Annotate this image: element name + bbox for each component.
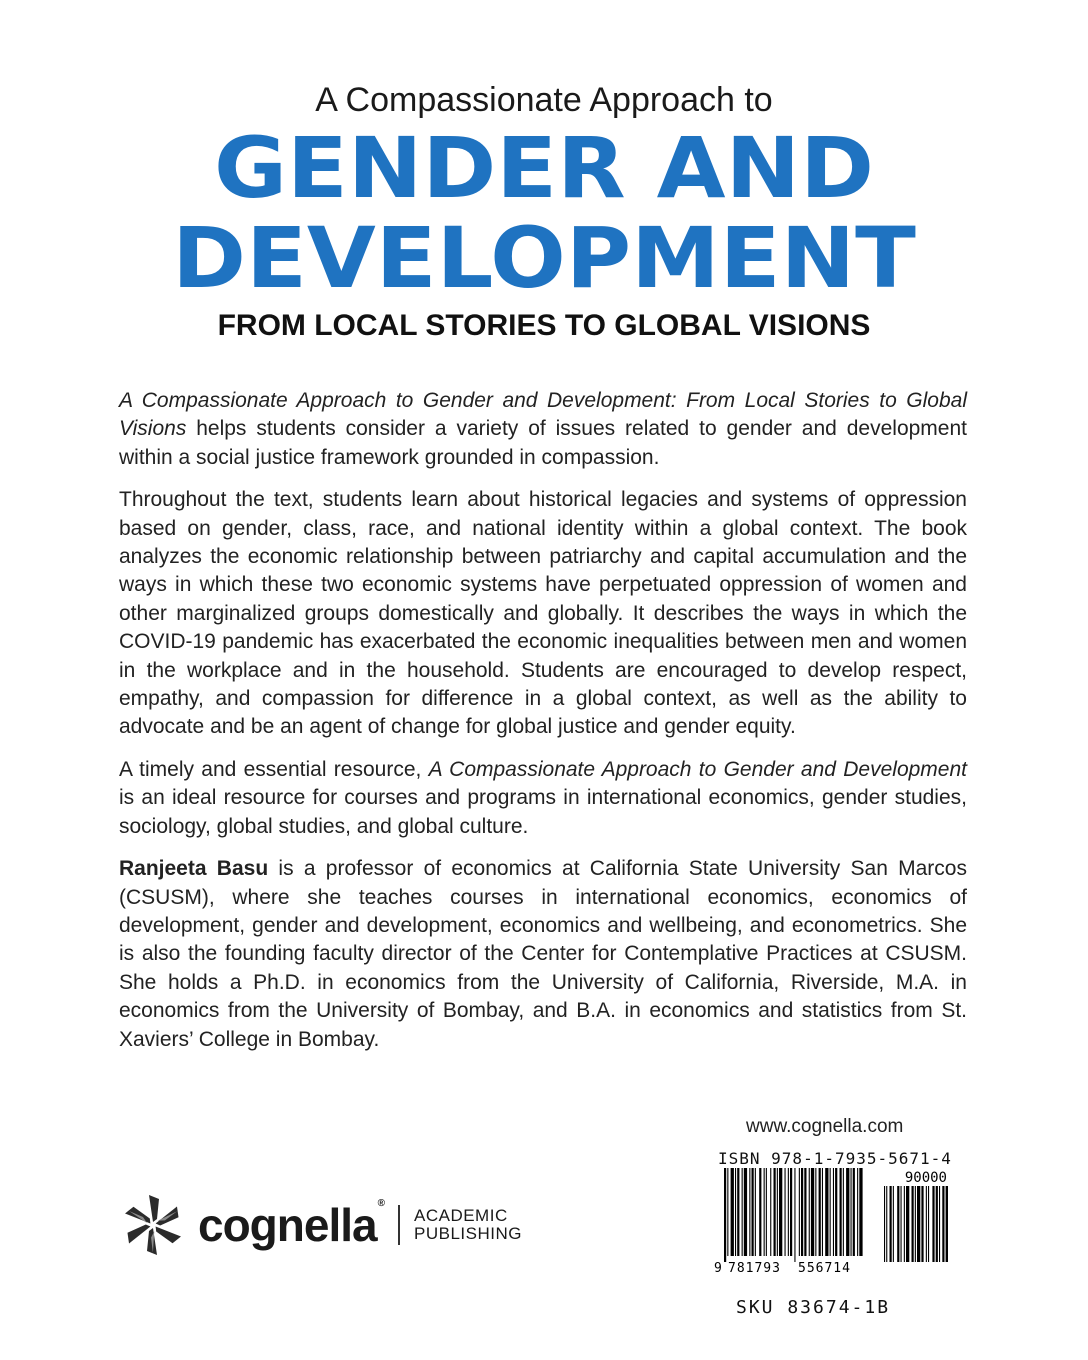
barcode-bar (825, 1168, 828, 1256)
logo-divider (398, 1205, 400, 1245)
sku-label: SKU 83674-1B (736, 1297, 891, 1318)
barcode-bar (857, 1168, 858, 1256)
addon-bar (906, 1186, 909, 1262)
barcode (714, 1168, 948, 1274)
barcode-bar (749, 1168, 750, 1256)
barcode-bar (804, 1168, 806, 1256)
barcode-bar (843, 1168, 844, 1256)
addon-bar (915, 1186, 916, 1262)
addon-bar (904, 1186, 905, 1262)
barcode-bar (819, 1168, 821, 1256)
barcode-bar (846, 1168, 849, 1256)
barcode-bar (742, 1168, 743, 1256)
barcode-bar (788, 1168, 789, 1256)
cover-header (0, 78, 1088, 344)
barcode-bar (779, 1168, 782, 1256)
barcode-bar (737, 1168, 739, 1256)
barcode-bar (770, 1168, 771, 1256)
barcode-bar (752, 1168, 754, 1256)
addon-bar (912, 1186, 914, 1262)
barcode-first-digit: 9 (714, 1261, 722, 1274)
book-title-italic: A Compassionate Approach to Gender and Development (428, 757, 967, 781)
blurb-text: A timely and essential resource, (119, 757, 429, 781)
addon-bar (939, 1186, 940, 1262)
blurb-text: is an ideal resource for courses and programs in international economics, gender studies, sociology, global studies, and global culture. (119, 786, 967, 838)
isbn-label: ISBN 978-1-7935-5671-4 (718, 1149, 952, 1168)
barcode-bar (744, 1168, 747, 1256)
barcode-bar (811, 1168, 814, 1256)
barcode-bar (822, 1168, 823, 1256)
addon-bar (926, 1186, 927, 1262)
blurb-paragraph-1 (119, 387, 967, 472)
barcode-right-digits: 556714 (798, 1261, 851, 1274)
addon-bar (932, 1186, 934, 1262)
addon-bar (890, 1186, 892, 1262)
addon-bar (893, 1186, 894, 1262)
barcode-bar (809, 1168, 810, 1256)
blurb (119, 387, 967, 1068)
barcode-bar (815, 1168, 816, 1256)
barcode-bar (859, 1168, 862, 1256)
barcode-bar (774, 1168, 776, 1256)
barcode-bar (766, 1168, 767, 1256)
title-line-1: GENDER AND (213, 119, 875, 217)
registered-mark: ® (377, 1198, 384, 1209)
addon-bar (946, 1186, 948, 1262)
barcode-bar (840, 1168, 842, 1256)
barcode-bar (794, 1168, 795, 1262)
price-code: 90000 (904, 1170, 947, 1186)
publisher-wordmark (198, 1198, 384, 1252)
addon-bar (884, 1186, 885, 1262)
publisher-name: cognella (198, 1199, 377, 1251)
tagline: FROM LOCAL STORIES TO GLOBAL VISIONS (217, 309, 871, 342)
barcode-bar (790, 1168, 792, 1256)
addon-bar (936, 1186, 938, 1262)
barcode-bar (764, 1168, 765, 1256)
barcode-bar (785, 1168, 786, 1256)
author-name: Ranjeeta Basu (119, 857, 269, 881)
publisher-logo (118, 1190, 522, 1260)
addon-bar (886, 1186, 887, 1262)
barcode-bar (830, 1168, 831, 1256)
author-bio (119, 855, 967, 1054)
barcode-bar (759, 1168, 761, 1256)
barcode-bar (851, 1168, 852, 1256)
barcode-bar (801, 1168, 803, 1256)
publisher-url: www.cognella.com (746, 1116, 904, 1137)
publisher-sub-line-2: PUBLISHING (413, 1224, 522, 1243)
book-title-italic: A Compassionate Approach to Gender and Development: From Local Stories to Global Visions (119, 389, 967, 441)
barcode-bar (833, 1168, 834, 1256)
barcode-bar (731, 1168, 734, 1256)
barcode-bar (777, 1168, 778, 1256)
blurb-text: helps students consider a variety of issues related to gender and development within a social justice framework grounded in compassion. (119, 417, 967, 469)
addon-bar (921, 1186, 923, 1262)
addon-bar (917, 1186, 920, 1262)
addon-bar (901, 1186, 902, 1262)
barcode-bar (755, 1168, 756, 1256)
blurb-paragraph-3 (119, 756, 967, 841)
barcode-bar (799, 1168, 800, 1256)
addon-bar (942, 1186, 944, 1262)
author-bio-text: is a professor of economics at California State University San Marcos (CSUSM), where she teaches courses in international economics, economics of development, gender and development, economics and wellbeing, and econometrics. She is also the founding faculty director of the Center for Contemplative Practices at CSUSM. She holds a Ph.D. in economics from the University of California, Riverside, M.A. in economics from the University of Bombay, and B.A. in economics and statistics from St. Xaviers’ College in Bombay. (119, 857, 967, 1051)
barcode-bar (853, 1168, 855, 1256)
pinwheel-icon (118, 1190, 188, 1260)
pretitle: A Compassionate Approach to (315, 81, 773, 119)
barcode-bar (724, 1168, 726, 1262)
addon-bar (897, 1186, 899, 1262)
addon-bar (928, 1186, 929, 1262)
barcode-bar (727, 1168, 728, 1256)
title-line-2: DEVELOPMENT (172, 209, 916, 307)
barcode-bar (735, 1168, 736, 1256)
barcode-left-digits: 781793 (728, 1261, 781, 1274)
blurb-paragraph-2: Throughout the text, students learn about historical legacies and systems of oppression based on gender, class, race, and national identity within a global context. The book analyzes the economic relationship between patriarchy and capital accumulation and the ways in which these two economic systems have perpetuated oppression of women and other marginalized groups domestically and globally. It describes the ways in which the COVID-19 pandemic has exacerbated the economic inequalities between men and women in the workplace and in the household. Students are encouraged to develop respect, empathy, and compassion for difference in a global context, as well as the ability to advocate and be an agent of change for global justice and gender equity. (119, 488, 967, 739)
barcode-bar (835, 1168, 837, 1256)
publisher-sub-line-1: ACADEMIC (413, 1206, 508, 1225)
publisher-subtitle (414, 1207, 522, 1243)
